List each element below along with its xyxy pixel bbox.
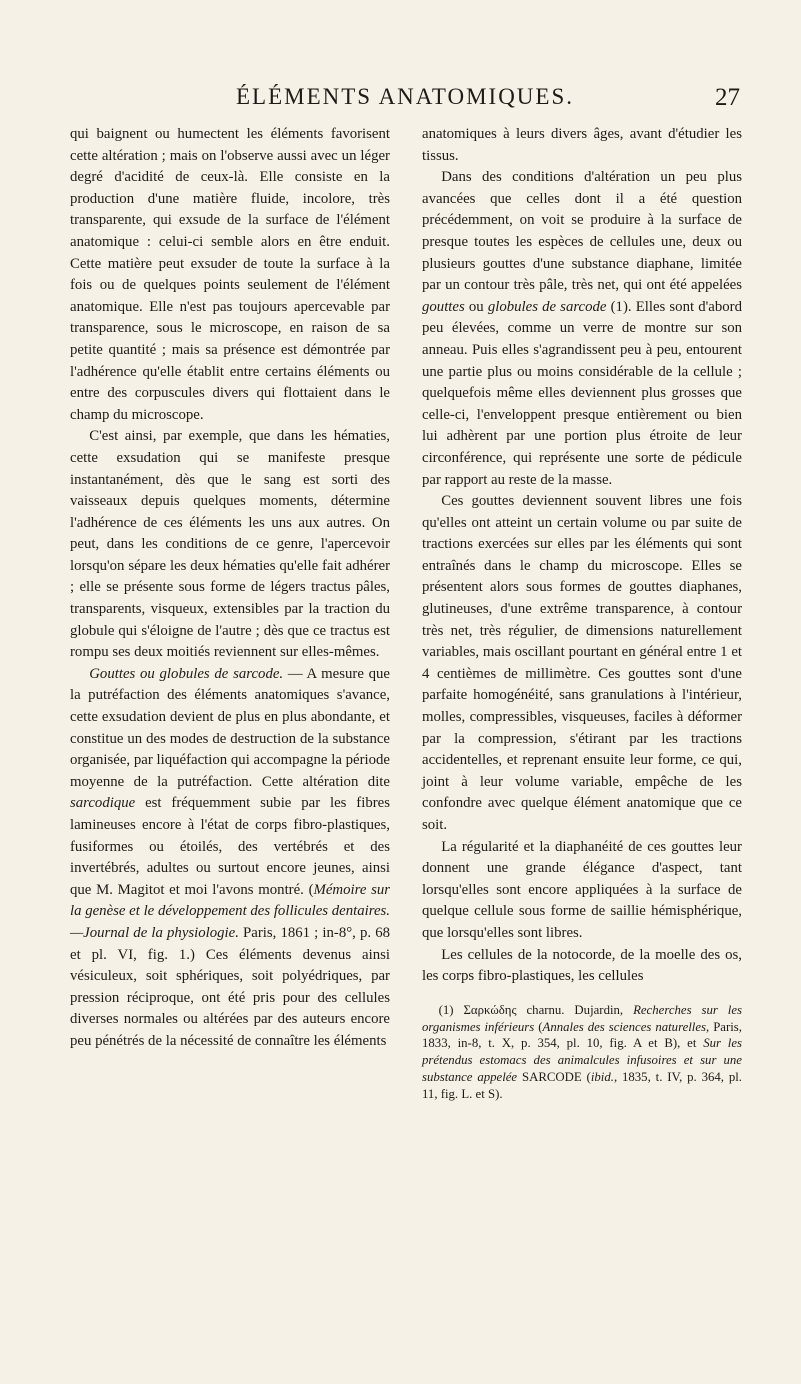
running-header: [70, 84, 740, 114]
citation: Mémoire sur la genèse et le développement des follicules dentaires.—Journal de la physiologie.: [70, 881, 390, 941]
paragraph: Dans des conditions d'altération un peu plus avancées que celles dont il a été question précédemment, on voit se produire à la surface de presque toutes les espèces de cellules une, deux ou plusieurs gouttes d'une substance diaphane, limitée par un contour très pâle, très net, qui ont été appelées gouttes ou globules de sarcode (1). Elles sont d'abord peu élevées, comme un verre de montre sur son anneau. Puis elles s'agrandissent peu à peu, entourent une partie plus ou moins considérable de la cellule ; quelquefois même elles deviennent plus grosses que celle-ci, l'enveloppent presque entièrement ou bien lui adhèrent par une portion plus étroite de leur circonférence, qui représente une sorte de pédicule par rapport au reste de la masse.: [422, 169, 742, 488]
paragraph: Les cellules de la notocorde, de la moelle des os, les corps fibro-plastiques, les cellules: [422, 946, 742, 985]
left-column: [70, 124, 390, 1053]
paragraph: La régularité et la diaphanéité de ces gouttes leur donnent une grande élégance d'aspect, tant lorsqu'elles sont encore appliquées à la surface de quelque cellule sous forme de saillie hémisphérique, que lorsqu'elles sont libres.: [422, 838, 742, 941]
paragraph: qui baignent ou humectent les éléments favorisent cette altération ; mais on l'observe aussi avec un léger degré d'acidité de ceux-là. Elle consiste en la production d'une matière fluide, incolore, très transparente, qui exsude de la surface de l'élément anatomique : celui-ci semble alors en être enduit. Cette matière peut exsuder de toute la surface à la fois ou de quelques points seulement de l'élément anatomique. Elle n'est pas toujours apercevable par transparence, sous le microscope, en raison de sa petite quantité ; mais sa présence est démontrée par l'adhérence qu'elle établit entre certains éléments ou entre des corpuscules divers qui flottaient dans le champ du microscope.: [70, 126, 390, 423]
right-column: [422, 124, 742, 1103]
running-title: ÉLÉMENTS ANATOMIQUES.: [235, 84, 575, 109]
page-number: 27: [715, 84, 740, 111]
section-heading: Gouttes ou globules de sarcode.: [89, 665, 284, 682]
paragraph: Ces gouttes deviennent souvent libres une fois qu'elles ont atteint un certain volume ou par suite de tractions exercées sur elles par les éléments qui sont entraînés dans le champ du microscope. Elles se présentent alors sous formes de gouttes diaphanes, glutineuses, d'une extrême transparence, à contour très net, très régulier, de dimensions naturellement variables, mais oscillant pourtant en général entre 1 et 4 centièmes de millimètre. Ces gouttes sont d'une parfaite homogénéité, sans granulations à l'intérieur, molles, compressibles, visqueuses, faciles à déformer par la compression, s'étirant par les tractions accidentelles, et reprenant ensuite leur forme, ce qui, joint à leur volume variable, empêche de les confondre avec quelque élément anatomique que ce soit.: [422, 493, 742, 833]
paragraph: anatomiques à leurs divers âges, avant d'étudier les tissus.: [422, 126, 742, 164]
footnote: (1) Σαρκώδης charnu. Dujardin, Recherches sur les organismes inférieurs (Annales des sciences naturelles, Paris, 1833, in-8, t. X, p. 354, pl. 10, fig. A et B), et Sur les prétendus estomacs des animalcules infusoires et sur une substance appelée SARCODE (ibid., 1835, t. IV, p. 364, pl. 11, fig. L. et S).: [422, 1002, 743, 1101]
paragraph: C'est ainsi, par exemple, que dans les hématies, cette exsudation qui se manifeste presque instantanément, dès que le sang est sorti des vaisseaux depuis quelques moments, détermine l'adhérence de ces éléments les uns aux autres. On peut, dans les conditions de ce genre, l'apercevoir lorsqu'on sépare les deux hématies qu'elle fait adhérer ; elle se présente sous forme de légers tractus pâles, transparents, visqueux, extensibles par la traction du globule qui s'éloigne de l'autre ; dès que ce tractus est rompu ses deux moitiés reviennent sur elles-mêmes.: [70, 428, 390, 661]
paragraph: Gouttes ou globules de sarcode. — A mesure que la putréfaction des éléments anatomiques s'avance, cette exsudation devient de plus en plus abondante, et constitue un des modes de destruction de la substance organisée, par liquéfaction qui accompagne la période moyenne de la putréfaction. Cette altération dite sarcodique est fréquemment subie par les fibres lamineuses encore à l'état de corps fibro-plastiques, fusiformes ou étoilés, des vertébrés et des invertébrés, adultes ou surtout encore jeunes, ainsi que M. Magitot et moi l'avons montré. (Mémoire sur la genèse et le développement des follicules dentaires.—Journal de la physiologie. Paris, 1861 ; in-8°, p. 68 et pl. VI, fig. 1.) Ces éléments devenus ainsi vésiculeux, soit sphériques, soit polyédriques, par pression réciproque, ont été pris pour des cellules diverses normales ou altérées par des auteurs encore peu pénétrés de la nécessité de connaître les éléments: [70, 665, 390, 1049]
